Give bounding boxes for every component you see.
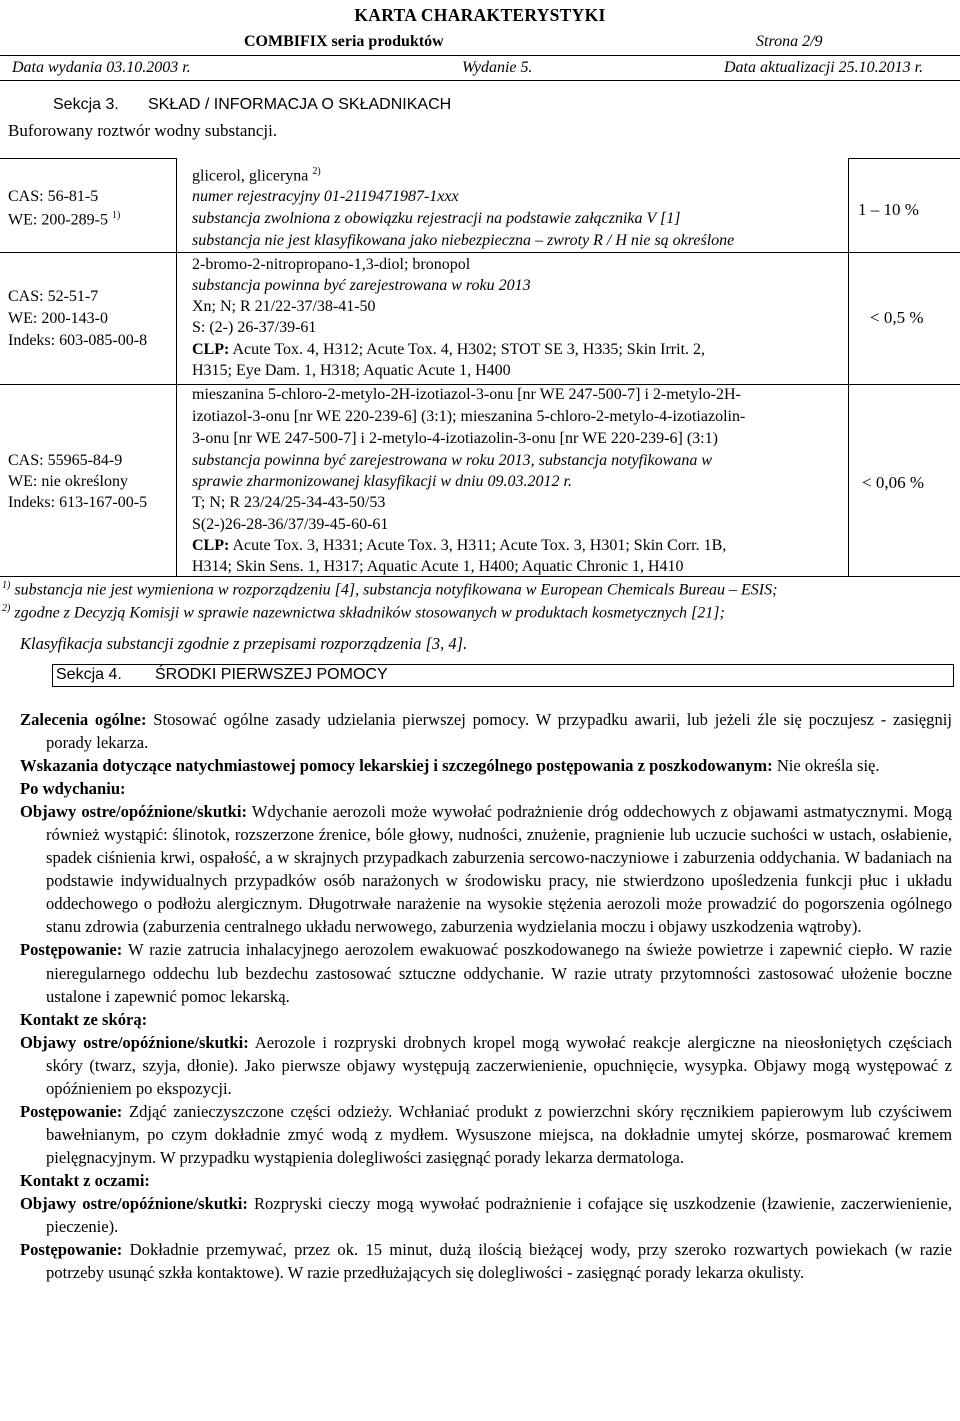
footnote: $^{1)}$ substancja nie jest wymieniona w rozporządzeniu [4], substancja notyfikowana w European Chemicals Bureau – ESIS;: [2, 580, 778, 599]
substance-detail: numer rejestracyjny 01-2119471987-1xxx: [192, 188, 459, 205]
concentration: < 0,06 %: [862, 473, 924, 492]
substance-detail: S(2-)26-28-36/37/39-45-60-61: [192, 516, 389, 533]
index-number: Indeks: 603-085-00-8: [8, 332, 148, 349]
subheading: Kontakt ze skórą:: [20, 1009, 148, 1029]
paragraph: Objawy ostre/opóźnione/skutki: Aerozole i rozpryski drobnych kropel mogą wywołać reakcje alergiczne na nieosłoniętych częściach skóry (twarz, szyja, dłonie). Jako pierwsze objawy występują zaczerwienienie, opuchnięcie, wysypka. Objawy mogą występować z opóźnieniem po ekspozycji.: [20, 1032, 952, 1098]
update-date: Data aktualizacji 25.10.2013 r.: [724, 59, 924, 76]
table-row-divider: [0, 384, 960, 385]
substance-detail: H314; Skin Sens. 1, H317; Aquatic Acute 1, H400; Aquatic Chronic 1, H410: [192, 558, 684, 575]
substance-detail: T; N; R 23/24/25-34-43-50/53: [192, 494, 386, 511]
paragraph: Postępowanie: Dokładnie przemywać, przez ok. 15 minut, dużą ilością bieżącej wody, przy szeroko rozwartych powiekach (w razie potrzeby usunąć szkła kontaktowe). W razie przedłużających się dolegliwości - zasięgnąć porady lekarza okulisty.: [20, 1240, 952, 1283]
paragraph: Objawy ostre/opóźnione/skutki: Wdychanie aerozoli może wywołać podrażnienie dróg oddechowych z objawami astmatycznymi. Mogą również wystąpić: ślinotok, rozszerzone źrenice, bóle głowy, nudności, znużenie, pragnienie lub uczucie suchości w ustach, osłabienie, spadek ciśnienia krwi, ospałość, a w skrajnych przypadkach zaburzenia sercowo-naczyniowe i zaburzenia oddychania. W badaniach na podstawie indywidualnych przypadków osób narażonych w środowisku pracy, nie stwierdzono upośledzenia funkcji płuc i układu oddechowego o podłożu alergicznym. Długotrwałe narażenie na wysokie stężenia aerozoli może prowadzić do pogorszenia ogólnego stanu zdrowia (zaburzenia centralnego układu nerwowego, zaburzenia wydzielania moczu i objawy uszkodzenia wątroby).: [20, 802, 952, 937]
subheading: Kontakt z oczami:: [20, 1170, 150, 1190]
table-top-right: [848, 158, 960, 159]
subheading: Po wdychaniu:: [20, 779, 126, 799]
cas-number: CAS: 56-81-5: [8, 188, 99, 205]
cas-number: CAS: 55965-84-9: [8, 452, 123, 469]
we-number: WE: 200-143-0: [8, 310, 108, 327]
document-title: KARTA CHARAKTERYSTYKI: [354, 5, 606, 25]
substance-clp: CLP: Acute Tox. 4, H312; Acute Tox. 4, H302; STOT SE 3, H335; Skin Irrit. 2,: [192, 341, 706, 358]
substance-detail: substancja zwolniona z obowiązku rejestracji na podstawie załącznika V [1]: [192, 210, 681, 227]
we-number: WE: nie określony: [8, 473, 128, 490]
product-name: COMBIFIX seria produktów: [244, 33, 444, 50]
footnote: $^{2)}$ zgodne z Decyzją Komisji w sprawie nazewnictwa składników stosowanych w produktach kosmetycznych [21];: [2, 603, 725, 622]
paragraph: Postępowanie: W razie zatrucia inhalacyjnego aerozolem ewakuować poszkodowanego na świeże powietrze i zapewnić ciepło. W razie nieregularnego oddechu lub bezdechu zastosować sztuczne oddychanie. W razie utraty przytomności zastosować ułożenie boczne ustalone i zapewnić pomoc lekarską.: [20, 940, 952, 1006]
index-number: Indeks: 613-167-00-5: [8, 494, 148, 511]
concentration: 1 – 10 %: [858, 200, 919, 219]
substance-detail: substancja nie jest klasyfikowana jako niebezpieczna – zwroty R / H nie są określone: [192, 232, 735, 249]
substance-name: izotiazol-3-onu [nr WE 220-239-6] (3:1); mieszanina 5-chloro-2-metylo-4-izotiazolin-: [192, 408, 746, 425]
table-top-left: [0, 158, 176, 159]
substance-name: 3-onu [nr WE 247-500-7] i 2-metylo-4-izotiazolin-3-onu [nr WE 220-239-6] (3:1): [192, 430, 718, 447]
header-divider: [0, 55, 960, 56]
substance-name: mieszanina 5-chloro-2-metylo-2H-izotiazol-3-onu [nr WE 247-500-7] i 2-metylo-2H-: [192, 386, 741, 403]
section-3-title: SKŁAD / INFORMACJA O SKŁADNIKACH: [148, 96, 452, 113]
substance-detail: substancja powinna być zarejestrowana w roku 2013, substancja notyfikowana w: [192, 452, 712, 469]
classification-note: Klasyfikacja substancji zgodnie z przepisami rozporządzenia [3, 4].: [20, 634, 468, 653]
table-col-divider-right: [848, 158, 849, 576]
substance-detail: S: (2-) 26-37/39-61: [192, 319, 317, 336]
paragraph: Postępowanie: Zdjąć zanieczyszczone części odzieży. Wchłaniać produkt z powierzchni skóry ręcznikiem papierowym lub czyściwem bawełnianym, po czym dokładnie zmyć wodą z mydłem. Wysuszone miejsca, na dokładnie umytej skórze, posmarować kremem pielęgnacyjnym. W przypadku wystąpienia dolegliwości zasięgnąć porady lekarza dermatologa.: [20, 1101, 952, 1167]
section-4-title: ŚRODKI PIERWSZEJ POMOCY: [155, 666, 388, 683]
concentration: < 0,5 %: [870, 308, 924, 327]
page-number: Strona 2/9: [756, 33, 823, 50]
section-4-label: Sekcja 4.: [56, 666, 122, 683]
table-bottom: [0, 576, 960, 577]
substance-detail: H315; Eye Dam. 1, H318; Aquatic Acute 1, H400: [192, 362, 511, 379]
substance-name: glicerol, gliceryna $^{2)}$: [192, 166, 321, 185]
substance-clp: CLP: Acute Tox. 3, H331; Acute Tox. 3, H311; Acute Tox. 3, H301; Skin Corr. 1B,: [192, 537, 727, 554]
section-3-intro: Buforowany roztwór wodny substancji.: [8, 121, 278, 140]
section-4-body: [20, 708, 952, 1284]
table-row-divider: [0, 252, 960, 253]
table-col-divider-left: [176, 158, 177, 576]
issue-date: Data wydania 03.10.2003 r.: [12, 59, 191, 76]
section-3-label: Sekcja 3.: [53, 96, 119, 113]
edition: Wydanie 5.: [462, 59, 533, 76]
paragraph: Zalecenia ogólne: Stosować ogólne zasady udzielania pierwszej pomocy. W przypadku awarii, lub jeżeli źle się poczujesz - zasięgnij porady lekarza.: [20, 710, 952, 753]
substance-detail: sprawie zharmonizowanej klasyfikacji w dniu 09.03.2012 r.: [192, 473, 572, 490]
cas-number: CAS: 52-51-7: [8, 288, 99, 305]
paragraph: Wskazania dotyczące natychmiastowej pomocy lekarskiej i szczególnego postępowania z poszkodowanym: Nie określa się.: [20, 756, 880, 776]
header-bottom-divider: [0, 80, 960, 81]
paragraph: Objawy ostre/opóźnione/skutki: Rozpryski cieczy mogą wywołać podrażnienie i cofające się uszkodzenie (łzawienie, zaczerwienienie, pieczenie).: [20, 1193, 952, 1237]
substance-detail: Xn; N; R 21/22-37/38-41-50: [192, 298, 376, 315]
we-number: WE: 200-289-5 $^{1)}$: [8, 210, 121, 229]
substance-detail: substancja powinna być zarejestrowana w roku 2013: [192, 277, 531, 294]
substance-name: 2-bromo-2-nitropropano-1,3-diol; bronopol: [192, 256, 471, 273]
